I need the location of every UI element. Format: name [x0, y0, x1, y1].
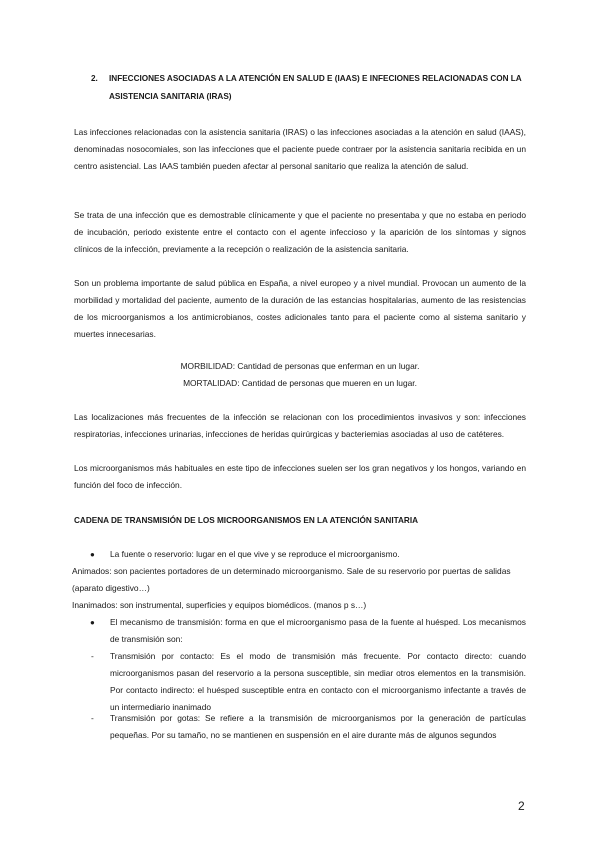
heading-line-2: ASISTENCIA SANITARIA (IRAS) [109, 92, 232, 101]
dash-marker: - [91, 713, 94, 723]
bullet-mecanismo-transmision: El mecanismo de transmisión: forma en que el microorganismo pasa de la fuente al huésped. Los mecanismos de transmisión son: [110, 617, 526, 644]
heading-number: 2. [91, 74, 98, 83]
paragraph-public-health: Son un problema importante de salud pública en España, a nivel europeo y a nivel mundial. Provocan un aumento de la morbilidad y mortalidad del paciente, aumento de la duración de las estancias hospitalarias, aumento de las resistencias de los microorganismos a los antimicrobianos, costes adicionales tanto para el paciente como al sistema sanitario y muertes innecesarias. [74, 278, 526, 339]
bullet-marker: ● [90, 618, 95, 627]
bullet-fuente-reservorio: La fuente o reservorio: lugar en el que vive y se reproduce el microorganismo. [110, 549, 400, 559]
dash-transmision-gotas: Transmisión por gotas: Se refiere a la transmisión de microorganismos por la generación de partículas pequeñas. Por su tamaño, no se mantienen en suspensión en el aire durante más de algunos segundos [110, 713, 526, 740]
paragraph-inanimados: Inanimados: son instrumental, superficies y equipos biomédicos. (manos p s…) [72, 600, 367, 610]
dash-marker: - [91, 651, 94, 661]
paragraph-clinical-infection: Se trata de una infección que es demostrable clínicamente y que el paciente no presentaba y que no estaba en periodo de incubación, periodo existente entre el contacto con el agente infeccioso y la aparición de los síntomas y signos clínicos de la infección, previamente a la recepción o realización de la asistencia sanitaria. [74, 210, 526, 254]
bullet-marker: ● [90, 550, 95, 559]
page-number: 2 [518, 799, 525, 813]
paragraph-animados: Animados: son pacientes portadores de un determinado microorganismo. Sale de su reservorio por puertas de salidas (aparato digestivo…) [72, 566, 511, 593]
definition-mortalidad: MORTALIDAD: Cantidad de personas que mueren en un lugar. [183, 378, 417, 388]
paragraph-iras-definition: Las infecciones relacionadas con la asistencia sanitaria (IRAS) o las infecciones asociadas a la atención en salud (IAAS), denominadas nosocomiales, son las infecciones que el paciente puede contraer por la asistencia sanitaria recibida en un centro asistencial. Las IAAS también pueden afectar al personal sanitario que realiza la atención de salud. [74, 127, 526, 171]
paragraph-localizaciones: Las localizaciones más frecuentes de la infección se relacionan con los procedimientos invasivos y son: infecciones respiratorias, infecciones urinarias, infecciones de heridas quirúrgicas y bacteriemias asociadas al uso de catéteres. [74, 412, 526, 439]
dash-transmision-contacto: Transmisión por contacto: Es el modo de transmisión más frecuente. Por contacto directo: cuando microorganismos pasan del reservorio a la persona susceptible, sin mediar otros elementos en la transmisión. Por contacto indirecto: el huésped susceptible entra en contacto con el microorganismo infectante a través de un intermediario inanimado [110, 651, 526, 712]
section-title-cadena: CADENA DE TRANSMISIÓN DE LOS MICROORGANISMOS EN LA ATENCIÓN SANITARIA [74, 516, 419, 525]
heading-line-1: INFECCIONES ASOCIADAS A LA ATENCIÓN EN SALUD E (IAAS) E INFECIONES RELACIONADAS CON LA [109, 74, 522, 83]
definition-morbilidad: MORBILIDAD: Cantidad de personas que enferman en un lugar. [180, 361, 420, 371]
paragraph-microorganismos: Los microorganismos más habituales en este tipo de infecciones suelen ser los gran negativos y los hongos, variando en función del foco de infección. [74, 463, 526, 490]
section-heading [91, 70, 531, 106]
